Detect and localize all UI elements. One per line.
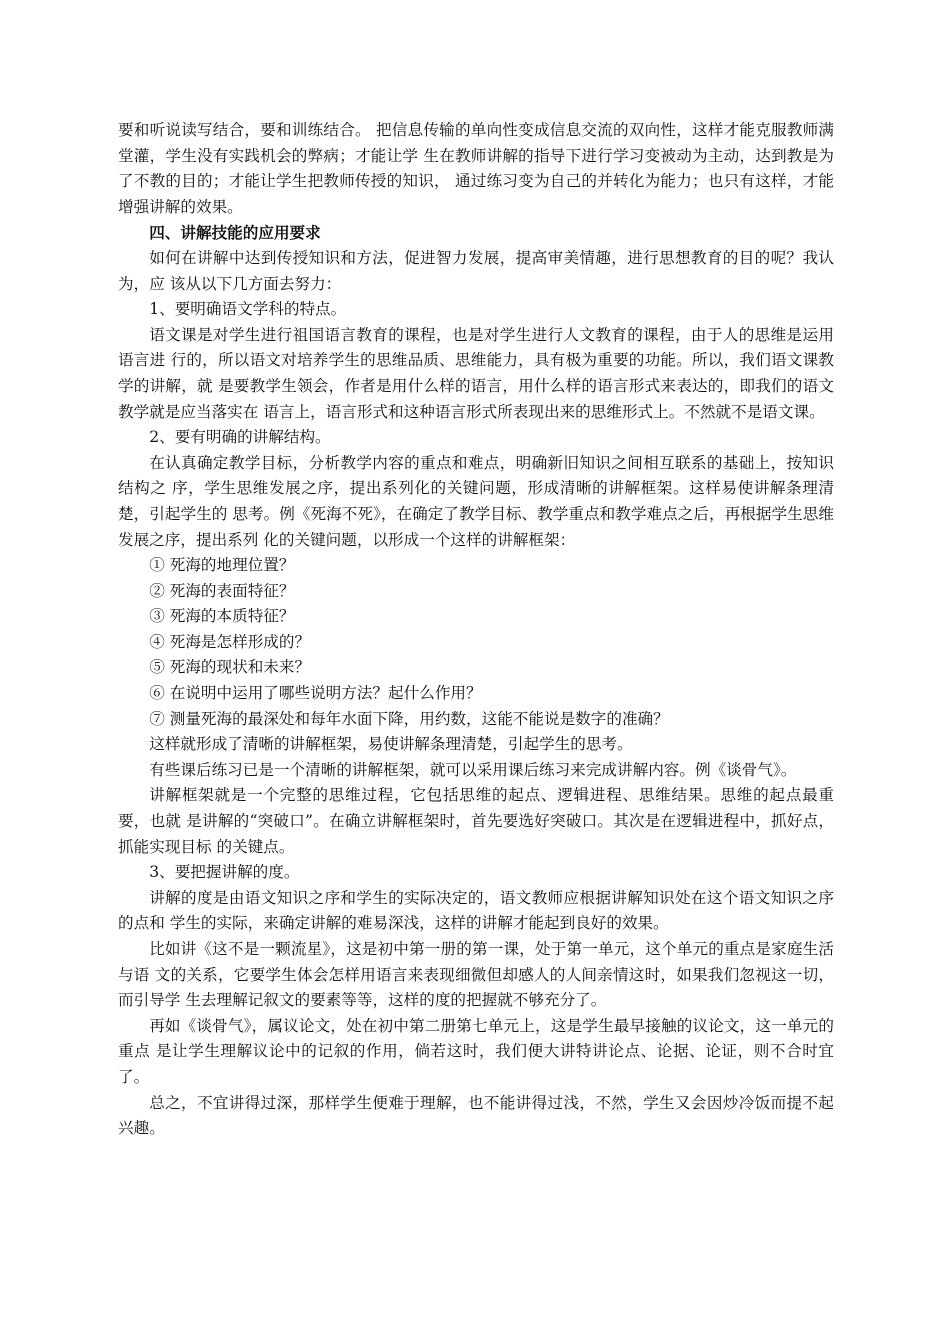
list-item: ③ 死海的本质特征？ — [149, 607, 295, 626]
paragraph-conclusion: 总之，不宜讲得过深，那样学生便难于理解，也不能讲得过浅，不然，学生又会因炒冷饭而提不起兴趣。 — [118, 1093, 834, 1138]
paragraph-framework-result: 这样就形成了清晰的讲解框架，易使讲解条理清楚，引起学生的思考。 — [149, 735, 633, 754]
paragraph-structure: 在认真确定教学目标，分析教学内容的重点和难点，明确新旧知识之间相互联系的基础上，按知识结构之 序，学生思维发展之序，提出系列化的关键问题，形成清晰的讲解框架。这样易使讲解条理清楚，引起学生的 思考。例《死海不死》，在确定了教学目标、教学重点和教学难点之后，再根据学生思维发展之序，提出系列 化的关键问题，以形成一个这样的讲解框架： — [118, 453, 834, 549]
document-page — [118, 118, 834, 1142]
list-item: ⑤ 死海的现状和未来？ — [149, 658, 311, 677]
paragraph-degree: 讲解的度是由语文知识之序和学生的实际决定的，语文教师应根据讲解知识处在这个语文知识之序的点和 学生的实际，来确定讲解的难易深浅，这样的讲解才能起到良好的效果。 — [118, 888, 834, 933]
paragraph-exercises: 有些课后练习已是一个清晰的讲解框架，就可以采用课后练习来完成讲解内容。例《谈骨气》。 — [149, 760, 797, 779]
section-heading-application-requirements: 四、讲解技能的应用要求 — [149, 223, 321, 243]
paragraph-subject-features: 语文课是对学生进行祖国语言教育的课程，也是对学生进行人文教育的课程，由于人的思维是运用语言进 行的，所以语文对培养学生的思维品质、思维能力，具有极为重要的功能。所以，我们语文课教学的讲解，就 是要教学生领会，作者是用什么样的语言，用什么样的语言形式来表达的，即我们的语文教学就是应当落实在 语言上，语言形式和这种语言形式所表现出来的思维形式上。不然就不是语文课。 — [118, 325, 834, 421]
list-item: ① 死海的地理位置？ — [149, 556, 295, 575]
subheading-2: 2、要有明确的讲解结构。 — [149, 428, 331, 447]
paragraph-thinking-process: 讲解框架就是一个完整的思维过程，它包括思维的起点、逻辑进程、思维结果。思维的起点最重要，也就 是讲解的“突破口”。在确立讲解框架时，首先要选好突破口。其次是在逻辑进程中，抓好点，抓能实现目标 的关键点。 — [118, 786, 834, 856]
list-item: ⑥ 在说明中运用了哪些说明方法？起什么作用？ — [149, 684, 482, 703]
subheading-1: 1、要明确语文学科的特点。 — [149, 300, 347, 319]
list-item: ④ 死海是怎样形成的？ — [149, 632, 311, 651]
paragraph-example-meteor: 比如讲《这不是一颗流星》，这是初中第一册的第一课，处于第一单元，这个单元的重点是家庭生活与语 文的关系，它要学生体会怎样用语言来表现细微但却感人的人间亲情这时，如果我们忽视这一切，而引导学 生去理解记叙文的要素等等，这样的度的把握就不够充分了。 — [118, 940, 834, 1010]
paragraph-example-backbone: 再如《谈骨气》，属议论文，处在初中第二册第七单元上，这是学生最早接触的议论文，这一单元的重点 是让学生理解议论中的记叙的作用，倘若这时，我们便大讲特讲论点、论据、论证，则不合时宜了。 — [118, 1016, 834, 1086]
list-item: ⑦ 测量死海的最深处和每年水面下降，用约数，这能不能说是数字的准确？ — [149, 709, 669, 728]
list-item: ② 死海的表面特征？ — [149, 581, 295, 600]
paragraph-question: 如何在讲解中达到传授知识和方法，促进智力发展，提高审美情趣，进行思想教育的目的呢？我认为，应 该从以下几方面去努力： — [118, 248, 834, 293]
paragraph-intro-continuation: 要和听说读写结合，要和训练结合。 把信息传输的单向性变成信息交流的双向性，这样才能克服教师满堂灌，学生没有实践机会的弊病；才能让学 生在教师讲解的指导下进行学习变被动为主动，达到教是为了不教的目的；才能让学生把教师传授的知识， 通过练习变为自己的并转化为能力；也只有这样，才能增强讲解的效果。 — [118, 121, 834, 216]
subheading-3: 3、要把握讲解的度。 — [149, 863, 300, 882]
